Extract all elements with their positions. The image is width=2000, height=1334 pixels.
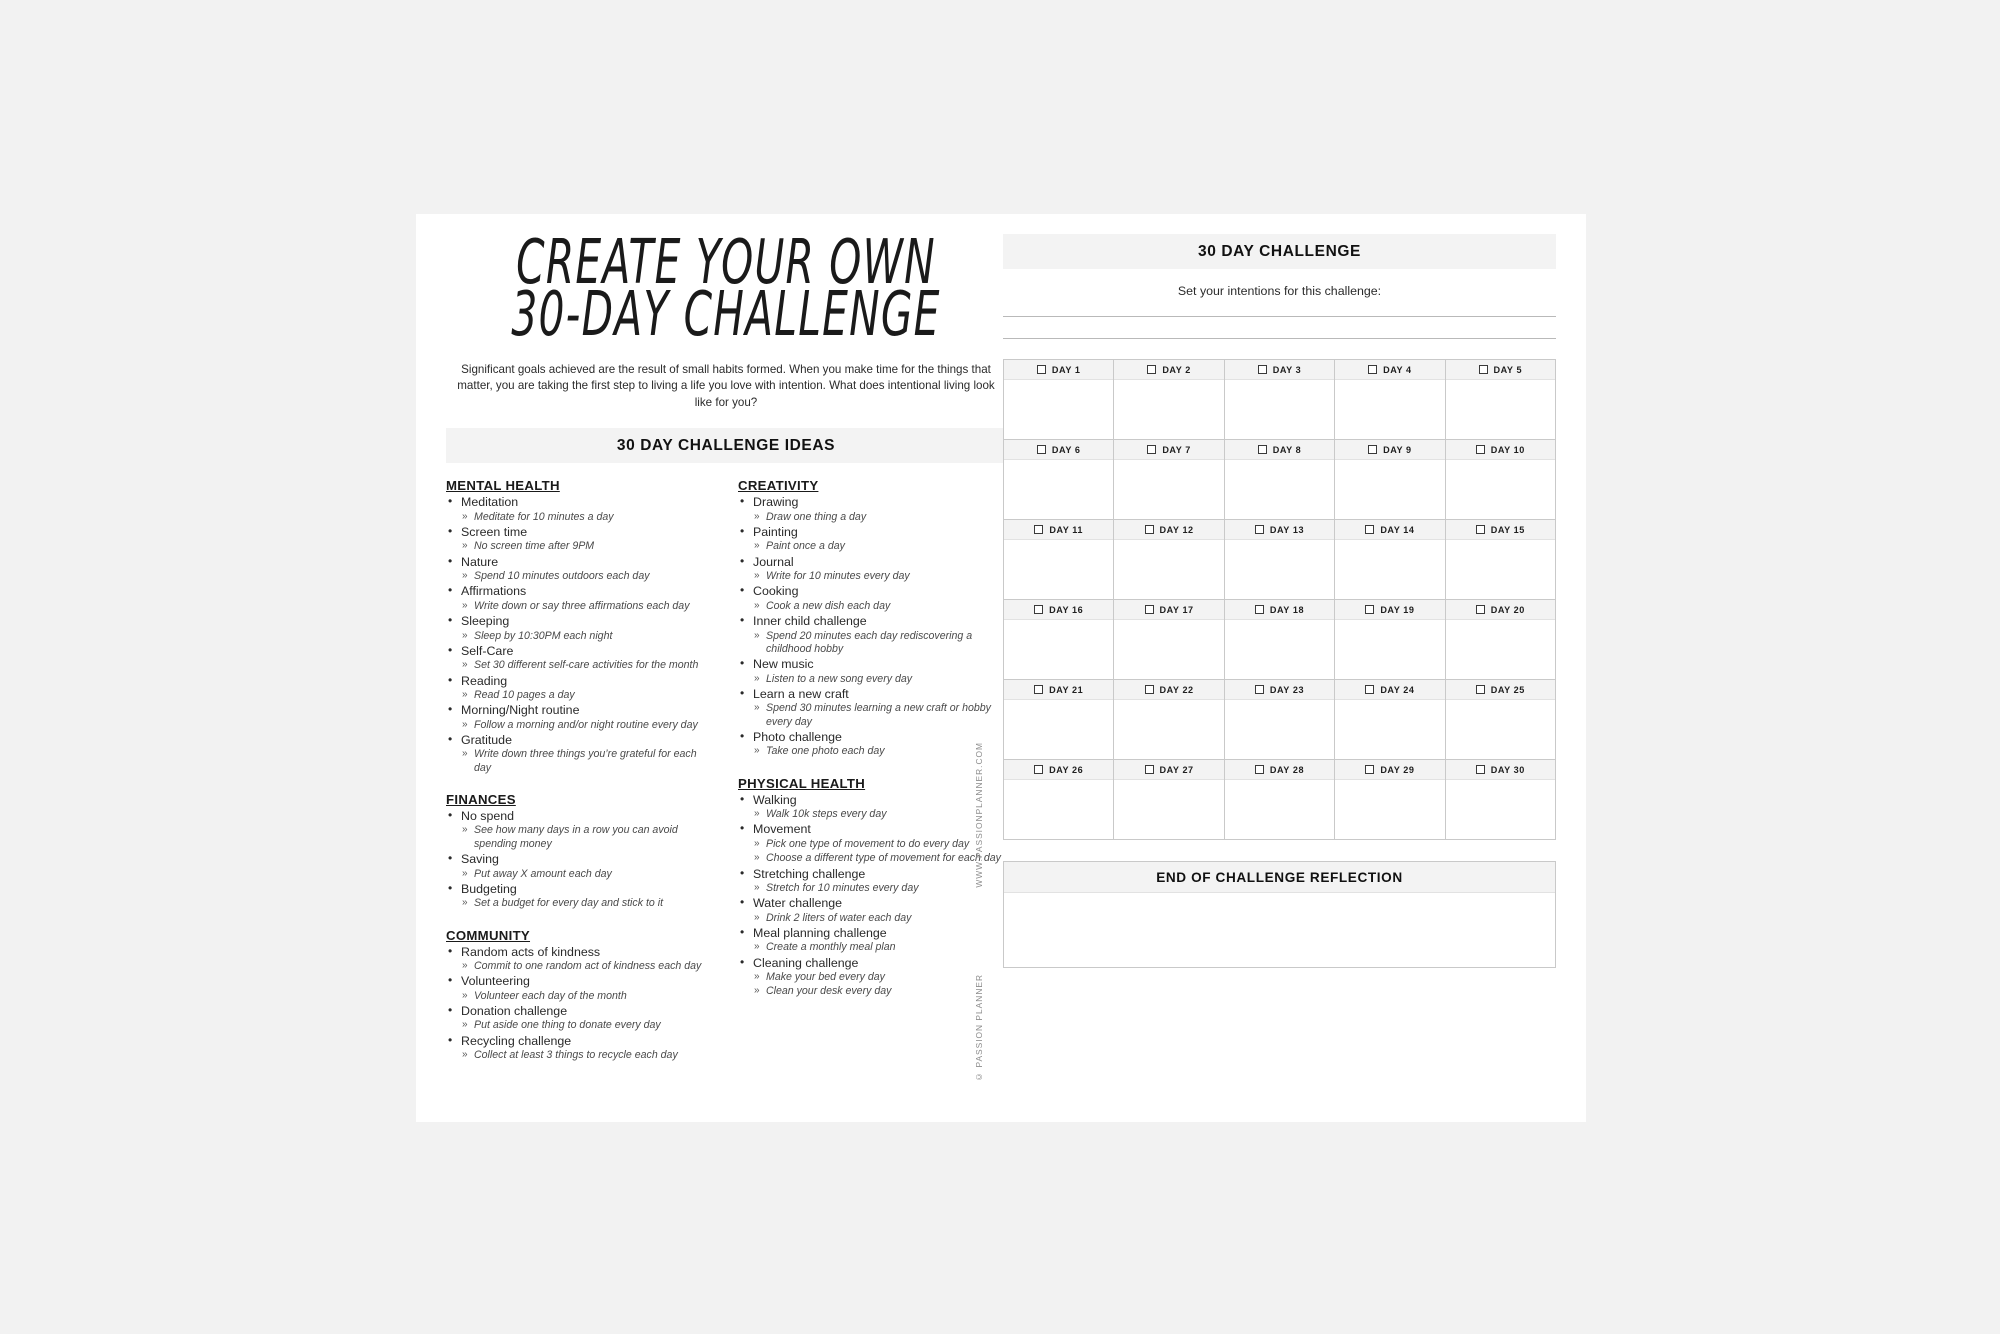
reflection-write-area[interactable]: [1004, 893, 1555, 967]
idea-title: • Movement: [738, 822, 1006, 837]
idea-suggestion: » Listen to a new song every day: [738, 673, 1006, 686]
idea-title: • Sleeping: [446, 614, 714, 629]
idea-title: • Affirmations: [446, 584, 714, 599]
day-label: DAY 13: [1269, 524, 1305, 535]
checkbox-icon[interactable]: [1034, 765, 1043, 774]
idea-suggestion: » Collect at least 3 things to recycle each day: [446, 1049, 714, 1062]
idea-suggestion: » Write down or say three affirmations each day: [446, 600, 714, 613]
day-cell: [1004, 440, 1114, 520]
list-item: [738, 657, 1006, 686]
checkbox-icon[interactable]: [1145, 685, 1154, 694]
day-write-area[interactable]: [1114, 620, 1223, 679]
idea-title: • No spend: [446, 809, 714, 824]
idea-title: • Nature: [446, 555, 714, 570]
day-header: [1004, 760, 1113, 780]
checkbox-icon[interactable]: [1145, 525, 1154, 534]
checkbox-icon[interactable]: [1368, 445, 1377, 454]
category-heading: MENTAL HEALTH: [446, 478, 560, 494]
day-header: [1225, 760, 1334, 780]
day-write-area[interactable]: [1225, 380, 1334, 439]
day-header: [1225, 680, 1334, 700]
copyright-vertical-text: © PASSION PLANNER: [974, 974, 984, 1082]
day-cell: [1225, 360, 1335, 440]
checkbox-icon[interactable]: [1145, 765, 1154, 774]
day-cell: [1004, 360, 1114, 440]
idea-title: • Random acts of kindness: [446, 945, 714, 960]
day-write-area[interactable]: [1335, 540, 1444, 599]
idea-suggestion: » Choose a different type of movement for each day: [738, 852, 1006, 865]
day-write-area[interactable]: [1225, 700, 1334, 759]
idea-suggestion: » Draw one thing a day: [738, 511, 1006, 524]
day-label: DAY 1: [1051, 364, 1081, 375]
idea-columns: [446, 478, 1006, 1063]
day-header: [1004, 600, 1113, 620]
idea-title: • Screen time: [446, 525, 714, 540]
checkbox-icon[interactable]: [1255, 605, 1264, 614]
idea-suggestion: » Pick one type of movement to do every day: [738, 838, 1006, 851]
idea-title: • Cooking: [738, 584, 1006, 599]
day-cell: [1225, 520, 1335, 600]
idea-category: [446, 928, 714, 1063]
list-item: [446, 555, 714, 584]
idea-column: [738, 478, 1006, 1063]
day-header: [1004, 520, 1113, 540]
day-write-area[interactable]: [1004, 540, 1113, 599]
checkbox-icon[interactable]: [1365, 765, 1374, 774]
idea-list: [446, 945, 714, 1063]
list-item: [738, 495, 1006, 524]
idea-title: • Inner child challenge: [738, 614, 1006, 629]
idea-suggestion: » Spend 30 minutes learning a new craft or hobby every day: [738, 702, 1006, 729]
day-header: [1004, 440, 1113, 460]
day-label: DAY 3: [1272, 364, 1302, 375]
day-cell: [1335, 440, 1445, 520]
day-write-area[interactable]: [1446, 540, 1555, 599]
day-header: [1004, 680, 1113, 700]
day-label: DAY 11: [1049, 524, 1084, 535]
idea-title: • Saving: [446, 852, 714, 867]
day-label: DAY 12: [1159, 524, 1194, 535]
day-cell: [1335, 600, 1445, 680]
day-header: [1446, 360, 1555, 380]
category-heading: COMMUNITY: [446, 927, 531, 943]
idea-title: • Water challenge: [738, 896, 1006, 911]
day-cell: [1004, 520, 1114, 600]
day-cell: [1446, 360, 1556, 440]
tracker-section-header: 30 DAY CHALLENGE: [1003, 234, 1556, 269]
checkbox-icon[interactable]: [1476, 525, 1485, 534]
day-write-area[interactable]: [1114, 700, 1223, 759]
idea-title: • Recycling challenge: [446, 1034, 714, 1049]
list-item: [446, 852, 714, 881]
checkbox-icon[interactable]: [1145, 605, 1154, 614]
checkbox-icon[interactable]: [1365, 605, 1374, 614]
idea-suggestion: » Create a monthly meal plan: [738, 941, 1006, 954]
idea-suggestion: » Set 30 different self-care activities for the month: [446, 659, 714, 672]
day-write-area[interactable]: [1446, 700, 1555, 759]
idea-title: • Painting: [738, 525, 1006, 540]
day-write-area[interactable]: [1114, 460, 1223, 519]
day-label: DAY 16: [1049, 604, 1084, 615]
idea-title: • Self-Care: [446, 644, 714, 659]
idea-title: • Walking: [738, 793, 1006, 808]
idea-suggestion: » Stretch for 10 minutes every day: [738, 882, 1006, 895]
idea-category: [446, 478, 714, 775]
day-cell: [1225, 600, 1335, 680]
checkbox-icon[interactable]: [1476, 685, 1485, 694]
idea-title: • Meal planning challenge: [738, 926, 1006, 941]
checkbox-icon[interactable]: [1476, 605, 1485, 614]
day-header: [1446, 520, 1555, 540]
list-item: [446, 674, 714, 703]
day-write-area[interactable]: [1335, 620, 1444, 679]
day-label: DAY 27: [1159, 764, 1194, 775]
day-write-area[interactable]: [1446, 380, 1555, 439]
day-write-area[interactable]: [1004, 380, 1113, 439]
day-cell: [1335, 520, 1445, 600]
list-item: [446, 495, 714, 524]
idea-title: • Gratitude: [446, 733, 714, 748]
idea-suggestion: » Follow a morning and/or night routine every day: [446, 719, 714, 732]
list-item: [738, 793, 1006, 822]
intentions-write-lines: [1003, 316, 1556, 339]
day-header: [1446, 440, 1555, 460]
idea-title: • Learn a new craft: [738, 687, 1006, 702]
day-write-area[interactable]: [1446, 460, 1555, 519]
list-item: [446, 614, 714, 643]
day-header: [1225, 520, 1334, 540]
checkbox-icon[interactable]: [1368, 365, 1377, 374]
day-cell: [1004, 680, 1114, 760]
idea-suggestion: » Read 10 pages a day: [446, 689, 714, 702]
day-header: [1114, 440, 1223, 460]
day-cell: [1446, 680, 1556, 760]
day-label: DAY 29: [1380, 764, 1415, 775]
list-item: [738, 525, 1006, 554]
list-item: [738, 687, 1006, 729]
category-heading: CREATIVITY: [738, 478, 819, 494]
idea-suggestion: » See how many days in a row you can avoid spending money: [446, 824, 714, 851]
day-label: DAY 10: [1490, 444, 1525, 455]
ideas-section-header: 30 DAY CHALLENGE IDEAS: [446, 428, 1006, 463]
tracker-pane: [1003, 214, 1556, 1122]
checkbox-icon[interactable]: [1034, 605, 1043, 614]
reflection-box: [1003, 861, 1556, 968]
day-cell: [1225, 440, 1335, 520]
day-write-area[interactable]: [1114, 380, 1223, 439]
day-header: [1446, 760, 1555, 780]
checkbox-icon[interactable]: [1258, 365, 1267, 374]
idea-suggestion: » Clean your desk every day: [738, 985, 1006, 998]
idea-column: [446, 478, 714, 1063]
day-header: [1225, 440, 1334, 460]
day-label: DAY 17: [1159, 604, 1194, 615]
intention-line[interactable]: [1003, 338, 1556, 339]
day-label: DAY 22: [1159, 684, 1194, 695]
day-label: DAY 25: [1490, 684, 1525, 695]
day-write-area[interactable]: [1114, 780, 1223, 839]
day-cell: [1446, 760, 1556, 840]
idea-list: [446, 495, 714, 775]
day-write-area[interactable]: [1335, 780, 1444, 839]
checkbox-icon[interactable]: [1479, 365, 1488, 374]
day-label: DAY 19: [1380, 604, 1415, 615]
day-header: [1335, 680, 1444, 700]
list-item: [446, 1004, 714, 1033]
idea-suggestion: » Commit to one random act of kindness each day: [446, 960, 714, 973]
list-item: [446, 584, 714, 613]
idea-title: • Morning/Night routine: [446, 703, 714, 718]
day-write-area[interactable]: [1335, 460, 1444, 519]
day-write-area[interactable]: [1225, 780, 1334, 839]
idea-suggestion: » Put aside one thing to donate every day: [446, 1019, 714, 1032]
day-write-area[interactable]: [1225, 540, 1334, 599]
day-grid: [1003, 359, 1556, 840]
day-header: [1335, 360, 1444, 380]
day-cell: [1335, 760, 1445, 840]
category-heading: PHYSICAL HEALTH: [738, 775, 866, 791]
ideas-pane: [446, 214, 1006, 1122]
day-header: [1114, 760, 1223, 780]
intentions-prompt: Set your intentions for this challenge:: [1177, 284, 1382, 298]
day-write-area[interactable]: [1225, 460, 1334, 519]
day-header: [1335, 600, 1444, 620]
day-write-area[interactable]: [1446, 620, 1555, 679]
list-item: [738, 956, 1006, 999]
checkbox-icon[interactable]: [1365, 685, 1374, 694]
idea-category: [738, 478, 1006, 758]
day-header: [1004, 360, 1113, 380]
idea-suggestion: » Volunteer each day of the month: [446, 990, 714, 1003]
day-write-area[interactable]: [1004, 700, 1113, 759]
checkbox-icon[interactable]: [1476, 445, 1485, 454]
checkbox-icon[interactable]: [1365, 525, 1374, 534]
day-cell: [1114, 360, 1224, 440]
day-label: DAY 18: [1269, 604, 1305, 615]
list-item: [738, 867, 1006, 896]
idea-title: • Cleaning challenge: [738, 956, 1006, 971]
category-heading: FINANCES: [446, 792, 516, 808]
checkbox-icon[interactable]: [1255, 525, 1264, 534]
day-write-area[interactable]: [1004, 780, 1113, 839]
day-cell: [1335, 360, 1445, 440]
day-label: DAY 5: [1493, 364, 1523, 375]
idea-suggestion: » Drink 2 liters of water each day: [738, 912, 1006, 925]
list-item: [446, 703, 714, 732]
website-vertical-text: WWW.PASSIONPLANNER.COM: [974, 742, 984, 888]
intention-line[interactable]: [1003, 316, 1556, 317]
day-cell: [1225, 680, 1335, 760]
day-label: DAY 2: [1162, 364, 1191, 375]
day-label: DAY 30: [1490, 764, 1525, 775]
day-header: [1446, 680, 1555, 700]
day-write-area[interactable]: [1446, 780, 1555, 839]
idea-suggestion: » Cook a new dish each day: [738, 600, 1006, 613]
day-cell: [1446, 600, 1556, 680]
page-title: [446, 214, 1006, 351]
idea-category: [446, 792, 714, 911]
day-label: DAY 9: [1383, 444, 1412, 455]
list-item: [446, 945, 714, 974]
list-item: [738, 896, 1006, 925]
checkbox-icon[interactable]: [1147, 365, 1156, 374]
idea-list: [738, 495, 1006, 758]
checkbox-icon[interactable]: [1255, 685, 1264, 694]
day-label: DAY 24: [1380, 684, 1415, 695]
day-cell: [1335, 680, 1445, 760]
day-write-area[interactable]: [1004, 460, 1113, 519]
title-line-1: CREATE YOUR OWN: [516, 228, 936, 299]
day-header: [1225, 360, 1334, 380]
day-header: [1114, 680, 1223, 700]
day-header: [1446, 600, 1555, 620]
day-write-area[interactable]: [1004, 620, 1113, 679]
day-write-area[interactable]: [1335, 380, 1444, 439]
day-header: [1335, 520, 1444, 540]
idea-title: • Donation challenge: [446, 1004, 714, 1019]
list-item: [446, 1034, 714, 1063]
idea-category: [738, 776, 1006, 999]
day-cell: [1225, 760, 1335, 840]
checkbox-icon[interactable]: [1258, 445, 1267, 454]
day-header: [1335, 760, 1444, 780]
idea-title: • Meditation: [446, 495, 714, 510]
idea-title: • Photo challenge: [738, 730, 1006, 745]
day-label: DAY 14: [1380, 524, 1415, 535]
day-cell: [1004, 760, 1114, 840]
checkbox-icon[interactable]: [1034, 685, 1043, 694]
list-item: [738, 614, 1006, 656]
day-cell: [1446, 440, 1556, 520]
day-header: [1114, 360, 1223, 380]
day-label: DAY 20: [1490, 604, 1525, 615]
list-item: [446, 644, 714, 673]
idea-suggestion: » Spend 20 minutes each day rediscovering a childhood hobby: [738, 630, 1006, 657]
idea-suggestion: » Spend 10 minutes outdoors each day: [446, 570, 714, 583]
day-cell: [1114, 520, 1224, 600]
checkbox-icon[interactable]: [1255, 765, 1264, 774]
day-cell: [1114, 680, 1224, 760]
idea-suggestion: » Walk 10k steps every day: [738, 808, 1006, 821]
day-write-area[interactable]: [1225, 620, 1334, 679]
day-write-area[interactable]: [1335, 700, 1444, 759]
idea-suggestion: » Paint once a day: [738, 540, 1006, 553]
list-item: [446, 525, 714, 554]
idea-title: • Stretching challenge: [738, 867, 1006, 882]
day-label: DAY 7: [1162, 444, 1191, 455]
idea-suggestion: » Write for 10 minutes every day: [738, 570, 1006, 583]
day-label: DAY 23: [1269, 684, 1305, 695]
list-item: [446, 974, 714, 1003]
intro-paragraph: Significant goals achieved are the result of small habits formed. When you make time for the things that matter, you are taking the first step to living a life you love with intention. What does intentional living look like for you?: [457, 362, 995, 409]
day-label: DAY 4: [1383, 364, 1412, 375]
idea-suggestion: » No screen time after 9PM: [446, 540, 714, 553]
checkbox-icon[interactable]: [1147, 445, 1156, 454]
day-label: DAY 15: [1490, 524, 1525, 535]
day-cell: [1004, 600, 1114, 680]
idea-suggestion: » Put away X amount each day: [446, 868, 714, 881]
idea-title: • Reading: [446, 674, 714, 689]
idea-suggestion: » Set a budget for every day and stick to it: [446, 897, 714, 910]
list-item: [738, 555, 1006, 584]
checkbox-icon[interactable]: [1037, 365, 1046, 374]
day-label: DAY 21: [1049, 684, 1084, 695]
list-item: [738, 926, 1006, 955]
day-write-area[interactable]: [1114, 540, 1223, 599]
checkbox-icon[interactable]: [1476, 765, 1485, 774]
list-item: [446, 809, 714, 851]
title-line-2: 30-DAY CHALLENGE: [511, 279, 941, 351]
idea-list: [446, 809, 714, 911]
idea-title: • Volunteering: [446, 974, 714, 989]
day-cell: [1446, 520, 1556, 600]
idea-suggestion: » Meditate for 10 minutes a day: [446, 511, 714, 524]
idea-title: • Drawing: [738, 495, 1006, 510]
day-label: DAY 26: [1049, 764, 1084, 775]
day-cell: [1114, 440, 1224, 520]
reflection-header: END OF CHALLENGE REFLECTION: [1004, 862, 1555, 893]
day-label: DAY 28: [1269, 764, 1305, 775]
list-item: [738, 822, 1006, 865]
idea-title: • New music: [738, 657, 1006, 672]
day-header: [1335, 440, 1444, 460]
worksheet-page: [416, 214, 1586, 1122]
idea-suggestion: » Take one photo each day: [738, 745, 1006, 758]
idea-suggestion: » Write down three things you’re grateful for each day: [446, 748, 714, 775]
idea-list: [738, 793, 1006, 999]
day-cell: [1114, 760, 1224, 840]
idea-title: • Journal: [738, 555, 1006, 570]
list-item: [446, 733, 714, 775]
day-header: [1114, 600, 1223, 620]
day-header: [1114, 520, 1223, 540]
day-label: DAY 6: [1051, 444, 1081, 455]
day-header: [1225, 600, 1334, 620]
checkbox-icon[interactable]: [1034, 525, 1043, 534]
list-item: [738, 584, 1006, 613]
day-cell: [1114, 600, 1224, 680]
idea-suggestion: » Sleep by 10:30PM each night: [446, 630, 714, 643]
checkbox-icon[interactable]: [1037, 445, 1046, 454]
idea-suggestion: » Make your bed every day: [738, 971, 1006, 984]
list-item: [738, 730, 1006, 759]
idea-title: • Budgeting: [446, 882, 714, 897]
day-label: DAY 8: [1272, 444, 1302, 455]
list-item: [446, 882, 714, 911]
